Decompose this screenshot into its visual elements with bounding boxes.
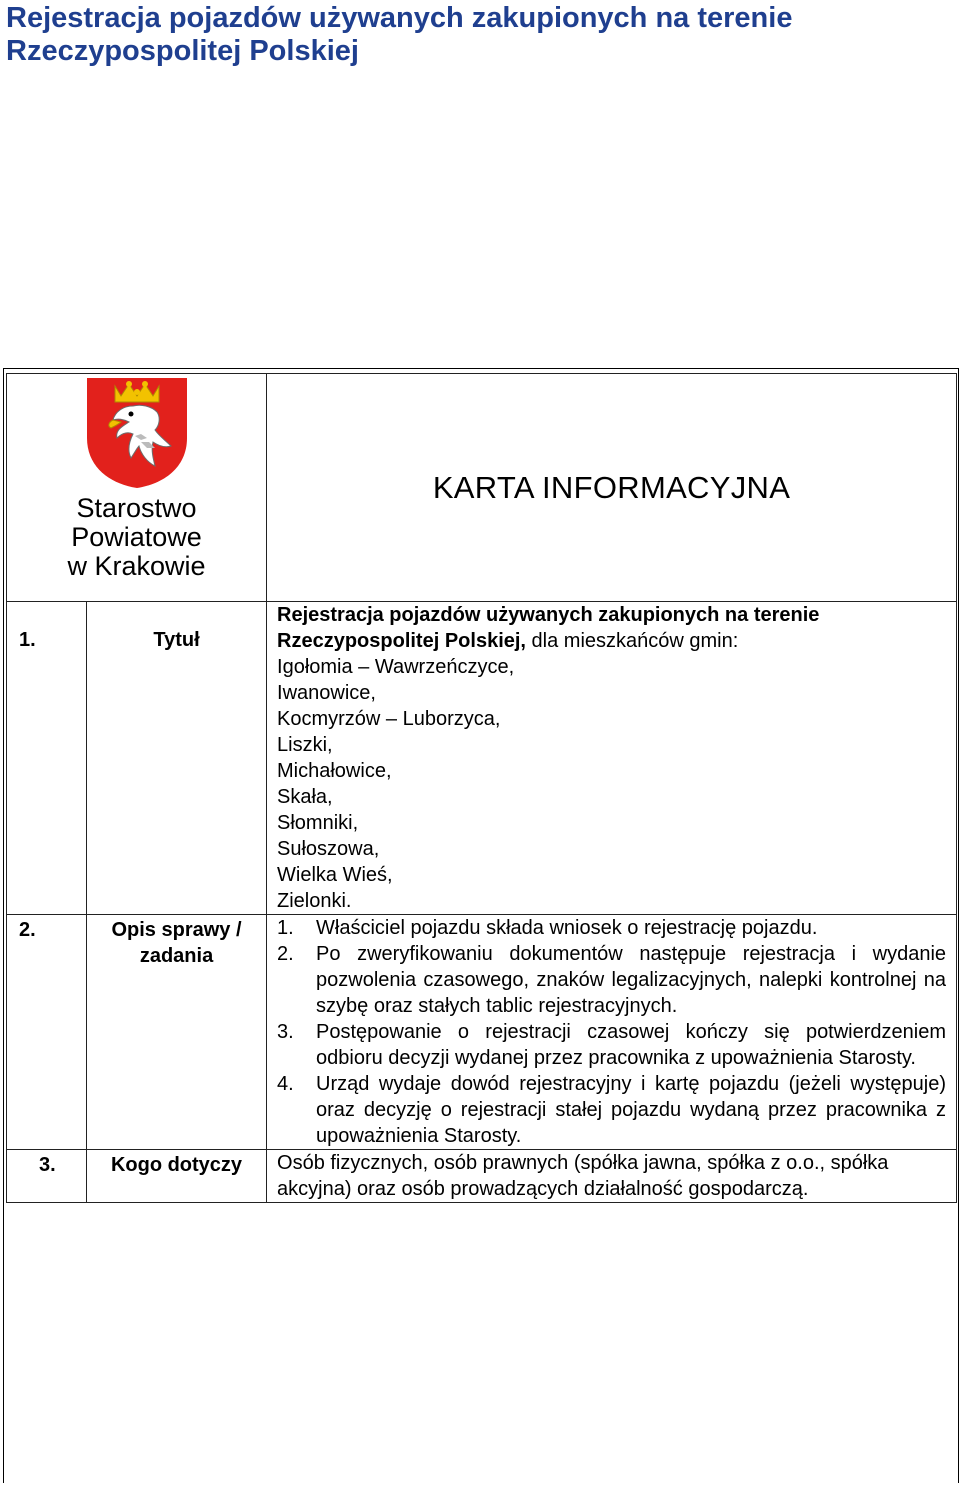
gmina-item: Kocmyrzów – Luborzyca, bbox=[277, 708, 501, 730]
office-name bbox=[7, 494, 266, 581]
gmina-item: Skała, bbox=[277, 786, 333, 808]
gmina-item: Michałowice, bbox=[277, 760, 392, 782]
row-number: 3. bbox=[7, 1150, 87, 1203]
row-content: Osób fizycznych, osób prawnych (spółka jawna, spółka z o.o., spółka akcyjna) oraz osób prowadzących działalność gospodarczą. bbox=[267, 1150, 957, 1203]
row-number: 1. bbox=[7, 602, 87, 915]
title-bold-text: Rejestracja pojazdów używanych zakupionych na terenie Rzeczypospolitej Polskiej, bbox=[277, 604, 820, 652]
row-title bbox=[7, 602, 957, 915]
office-name-line: Powiatowe bbox=[71, 522, 202, 552]
card-title-cell bbox=[267, 374, 957, 602]
gmina-item: Liszki, bbox=[277, 734, 333, 756]
frame-border-left bbox=[3, 368, 4, 1483]
step-item: 4. Urząd wydaje dowód rejestracyjny i kartę pojazdu (jeżeli występuje) oraz decyzję o rejestracji stałej pojazdu wydaną przez pracownika z upoważnienia Starosty. bbox=[277, 1073, 947, 1147]
step-item: 3. Postępowanie o rejestracji czasowej kończy się potwierdzeniem odbioru decyzji wydanej przez pracownika z upoważnienia Starosty. bbox=[277, 1021, 947, 1069]
gmina-item: Wielka Wieś, bbox=[277, 864, 393, 886]
gmina-item: Słomniki, bbox=[277, 812, 359, 834]
row-label: Tytuł bbox=[87, 602, 267, 915]
row-number: 2. bbox=[7, 915, 87, 1150]
gmina-item: Zielonki. bbox=[277, 890, 352, 912]
office-name-line: w Krakowie bbox=[67, 551, 206, 581]
row-content bbox=[267, 602, 957, 915]
row-label: Kogo dotyczy bbox=[87, 1150, 267, 1203]
gmina-item: Sułoszowa, bbox=[277, 838, 380, 860]
steps-list bbox=[277, 915, 946, 1149]
frame-border-right bbox=[958, 368, 959, 1483]
card-header-row bbox=[7, 374, 957, 602]
step-item: 2. Po zweryfikowaniu dokumentów następuje rejestracja i wydanie pozwolenia czasowego, znaków legalizacyjnych, nalepki kontrolnej na szybę oraz stałych tablic rejestracyjnych. bbox=[277, 943, 947, 1017]
page-title: Rejestracja pojazdów używanych zakupionych na terenie Rzeczypospolitej Polskiej bbox=[6, 2, 793, 67]
row-description bbox=[7, 915, 957, 1150]
row-who bbox=[7, 1150, 957, 1203]
frame-border-top bbox=[3, 368, 959, 369]
crest-icon bbox=[85, 376, 189, 490]
office-cell bbox=[7, 374, 267, 602]
title-rest-text: dla mieszkańców gmin: bbox=[525, 630, 739, 652]
information-card-table bbox=[6, 373, 957, 1203]
gmina-item: Iwanowice, bbox=[277, 682, 376, 704]
row-content bbox=[267, 915, 957, 1150]
office-name-line: Starostwo bbox=[76, 493, 197, 523]
row-label: Opis sprawy / zadania bbox=[87, 915, 267, 1150]
card-title: KARTA INFORMACYJNA bbox=[432, 469, 791, 505]
step-item: 1. Właściciel pojazdu składa wniosek o rejestrację pojazdu. bbox=[277, 917, 818, 939]
gmina-item: Igołomia – Wawrzeńczyce, bbox=[277, 656, 515, 678]
